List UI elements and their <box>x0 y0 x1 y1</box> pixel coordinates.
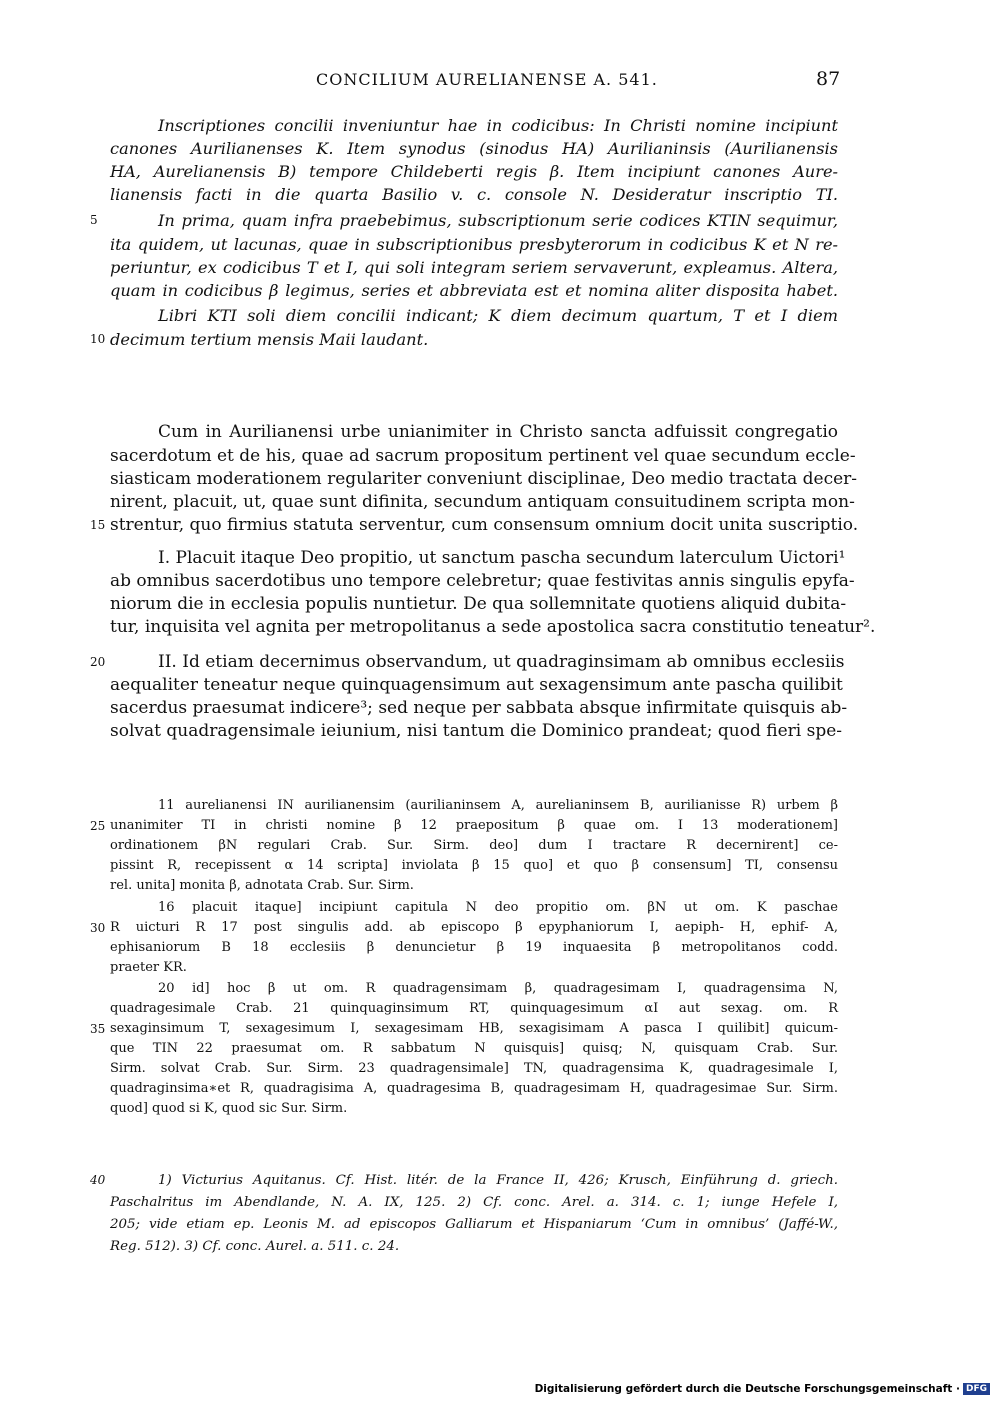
line-text: quod] quod si K, quod sic Sur. Sirm. <box>110 1101 348 1116</box>
digitization-credit-text: Digitalisierung gefördert durch die Deutsche Forschungsgemeinschaft · <box>534 1383 960 1395</box>
running-header-title: CONCILIUM AURELIANENSE A. 541. <box>316 70 658 89</box>
line-text: Paschalritus im Abendlande, N. A. IX, 125. 2) Cf. conc. Arel. a. 314. c. 1; iunge Hefele I, <box>110 1195 838 1210</box>
line-text: Libri KTI soli diem concilii indicant; K diem decimum quartum, T et I diem <box>158 306 838 325</box>
line-text: canones Aurilianenses K. Item synodus (sinodus HA) Aurilianinsis (Aurilianensis <box>110 139 838 158</box>
line-text: HA, Aurelianensis B) tempore Childeberti regis β. Item incipiunt canones Aure- <box>110 162 838 181</box>
line-text: sacerdus praesumat indicere³; sed neque per sabbata absque infirmitate quisquis ab- <box>110 698 848 718</box>
line-text: 205; vide etiam ep. Leonis M. ad episcopos Galliarum et Hispaniarum ‘Cum in omnibus’ (Jaffé-W., <box>110 1217 838 1232</box>
line-text: quadraginsima∗et R, quadragisima A, quadragesima B, quadragesimam H, quadragesimae Sur. Sirm. <box>110 1081 838 1096</box>
line-text: 11 aurelianensi IN aurilianensim (aurilianinsem A, aurelianinsem B, aurilianisse R) urbem β <box>158 798 838 813</box>
line-text: ordinationem βN regulari Crab. Sur. Sirm. deo] dum I tractare R decernirent] ce- <box>110 838 838 853</box>
line-text: decimum tertium mensis Maii laudant. <box>110 330 429 349</box>
line-number: 10 <box>90 332 106 346</box>
line-number: 15 <box>90 518 106 532</box>
line-text: praeter KR. <box>110 960 187 975</box>
line-number: 30 <box>90 921 106 935</box>
line-text: Sirm. solvat Crab. Sur. Sirm. 23 quadragensimale] TN, quadragensima K, quadragesimale I, <box>110 1061 838 1076</box>
line-text: niorum die in ecclesia populis nuntietur. De qua sollemnitate quotiens aliquid dubita- <box>110 594 847 614</box>
line-text: Cum in Aurilianensi urbe unianimiter in Christo sancta adfuissit congregatio <box>158 422 838 442</box>
line-text: periuntur, ex codicibus T et I, qui soli integram seriem servaverunt, expleamus. Altera, <box>110 258 838 277</box>
line-text: sacerdotum et de his, quae ad sacrum propositum pertinent vel quae secundum eccle- <box>110 446 856 466</box>
line-number: 25 <box>90 819 106 833</box>
line-text: In prima, quam infra praebebimus, subscriptionum serie codices KTIN sequimur, <box>158 211 838 230</box>
line-text: nirent, placuit, ut, quae sunt difinita, secundum antiquam consuitudinem scripta mon- <box>110 492 855 512</box>
line-text: II. Id etiam decernimus observandum, ut quadraginsimam ab omnibus ecclesiis <box>158 652 845 672</box>
line-text: unanimiter TI in christi nomine β 12 praepositum β quae om. I 13 moderationem] <box>110 818 838 833</box>
line-text: ita quidem, ut lacunas, quae in subscriptionibus presbyterorum in codicibus K et N re- <box>110 235 838 254</box>
line-text: ephisaniorum B 18 ecclesiis β denuncietur β 19 inquaesita β metropolitanos codd. <box>110 940 838 955</box>
line-text: quadragesimale Crab. 21 quinquaginsimum RT, quinquagesimum αI aut sexag. om. R <box>110 1001 838 1016</box>
line-text: pissint R, recepissent α 14 scripta] inviolata β 15 quo] et quo β consensum] TI, consensu <box>110 858 838 873</box>
line-text: solvat quadragensimale ieiunium, nisi tantum die Dominico prandeat; quod fieri spe- <box>110 721 843 741</box>
digitization-credit <box>535 1383 990 1395</box>
line-text: que TIN 22 praesumat om. R sabbatum N quisquis] quisq; N, quisquam Crab. Sur. <box>110 1041 838 1056</box>
line-text: rel. unita] monita β, adnotata Crab. Sur. Sirm. <box>110 878 414 893</box>
line-text: aequaliter teneatur neque quinquagensimum aut sexagensimum ante pascha quilibit <box>110 675 843 695</box>
line-number: 40 <box>90 1173 106 1187</box>
line-text: siasticam moderationem regulariter conveniunt disciplinae, Deo medio tractata decer- <box>110 469 858 489</box>
line-text: sexaginsimum T, sexagesimum I, sexagesimam HB, sexagisimam A pasca I quilibit] quicum- <box>110 1021 838 1036</box>
line-text: Inscriptiones concilii inveniuntur hae in codicibus: In Christi nomine incipiunt <box>158 116 838 135</box>
line-number: 20 <box>90 655 106 669</box>
line-text: I. Placuit itaque Deo propitio, ut sanctum pascha secundum laterculum Uictori¹ <box>158 548 846 568</box>
page-number: 87 <box>816 68 841 90</box>
line-text: strentur, quo firmius statuta serventur, cum consensum omnium docit unita suscriptio. <box>110 515 859 535</box>
line-text: 16 placuit itaque] incipiunt capitula N deo propitio om. βN ut om. K paschae <box>158 900 838 915</box>
line-text: 20 id] hoc β ut om. R quadragensimam β, quadragesimam I, quadragensima N, <box>158 981 838 996</box>
line-text: lianensis facti in die quarta Basilio v. c. console N. Desideratur inscriptio TI. <box>110 185 838 204</box>
line-text: quam in codicibus β legimus, series et abbreviata est et nomina aliter disposita habet. <box>110 281 838 300</box>
line-number: 5 <box>90 213 98 227</box>
line-text: tur, inquisita vel agnita per metropolitanus a sede apostolica sacra constitutio teneatur². <box>110 617 876 637</box>
line-number: 35 <box>90 1022 106 1036</box>
line-text: Reg. 512). 3) Cf. conc. Aurel. a. 511. c. 24. <box>110 1239 400 1254</box>
line-text: 1) Victurius Aquitanus. Cf. Hist. litér. de la France II, 426; Krusch, Einführung d. griech. <box>158 1173 838 1188</box>
dfg-logo: DFG <box>963 1383 990 1395</box>
line-text: R uicturi R 17 post singulis add. ab episcopo β epyphaniorum I, aepiph- H, ephif- A, <box>110 920 838 935</box>
line-text: ab omnibus sacerdotibus uno tempore celebretur; quae festivitas annis singulis epyfa- <box>110 571 855 591</box>
